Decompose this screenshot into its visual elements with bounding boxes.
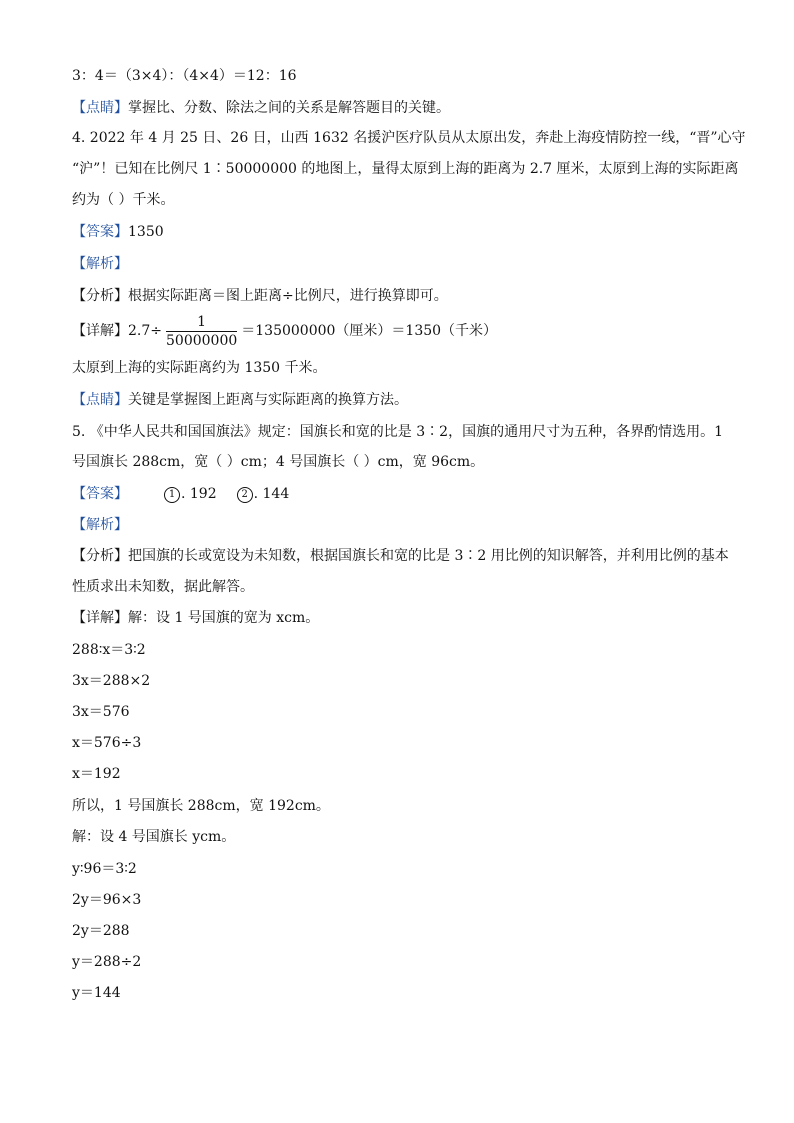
question-4-line-1: 4. 2022 年 4 月 25 日、26 日，山西 1632 名援沪医疗队员从太原出发，奔赴上海疫情防控一线，“晋”心守 — [72, 130, 746, 146]
equation-line: 3：4＝（3×4）：（4×4）＝12：16 — [72, 68, 297, 84]
step-12: y＝144 — [72, 985, 121, 1001]
analysis-line-2b: 性质求出未知数，据此解答。 — [72, 579, 254, 595]
analysis-heading: 【解析】 — [72, 256, 128, 272]
analysis-line: 【分析】根据实际距离＝图上距离÷比例尺，进行换算即可。 — [72, 288, 448, 304]
circled-number-2: 2 — [237, 487, 253, 503]
key-point-line: 【点睛】掌握比、分数、除法之间的关系是解答题目的关键。 — [72, 100, 450, 116]
answer-value: 1350 — [128, 224, 164, 240]
detail-line-2: 【详解】解：设 1 号国旗的宽为 xcm。 — [72, 610, 320, 626]
step-9: 2y＝96×3 — [72, 892, 142, 908]
step-3: 3x＝576 — [72, 704, 130, 720]
fraction: $\frac{1}{50000000}$ — [166, 313, 238, 349]
step-5: x＝192 — [72, 766, 121, 782]
key-point-line-2: 【点睛】关键是掌握图上距离与实际距离的换算方法。 — [72, 392, 408, 408]
answer-tag: 【答案】 — [72, 224, 128, 240]
conclusion-line: 太原到上海的实际距离约为 1350 千米。 — [72, 360, 327, 376]
question-4-line-2: “沪”！已知在比例尺 1∶50000000 的地图上，量得太原到上海的距离为 2.7 厘米，太原到上海的实际距离 — [72, 161, 739, 177]
step-11: y＝288÷2 — [72, 954, 142, 970]
step-10: 2y＝288 — [72, 923, 130, 939]
step-8: y∶96＝3∶2 — [72, 861, 137, 877]
step-4: x＝576÷3 — [72, 735, 142, 751]
question-5-line-1: 5. 《中华人民共和国国旗法》规定：国旗长和宽的比是 3∶2，国旗的通用尺寸为五种，各界酌情选用。1 — [72, 424, 723, 440]
step-6: 所以，1 号国旗长 288cm，宽 192cm。 — [72, 798, 330, 814]
question-4-line-3: 约为（ ）千米。 — [72, 192, 175, 208]
answer-line — [72, 222, 164, 242]
circled-number-1: 1 — [164, 487, 180, 503]
analysis-heading-2: 【解析】 — [72, 517, 128, 533]
step-1: 288∶x＝3∶2 — [72, 642, 146, 658]
question-5-line-2: 号国旗长 288cm，宽（ ）cm；4 号国旗长（ ）cm，宽 96cm。 — [72, 454, 485, 470]
key-point-tag: 【点睛】 — [72, 100, 128, 116]
step-2: 3x＝288×2 — [72, 673, 151, 689]
detail-line: 【详解】2.7÷ $\frac{1}{50000000}$ ＝135000000（厘米）＝1350（千米） — [72, 313, 498, 349]
step-7: 解：设 4 号国旗长 ycm。 — [72, 829, 236, 845]
analysis-line-2a: 【分析】把国旗的长或宽设为未知数，根据国旗长和宽的比是 3∶2 用比例的知识解答，并利用比例的基本 — [72, 548, 729, 564]
answer-line-2: 【答案】 1 . 192 2 . 144 — [72, 486, 290, 502]
